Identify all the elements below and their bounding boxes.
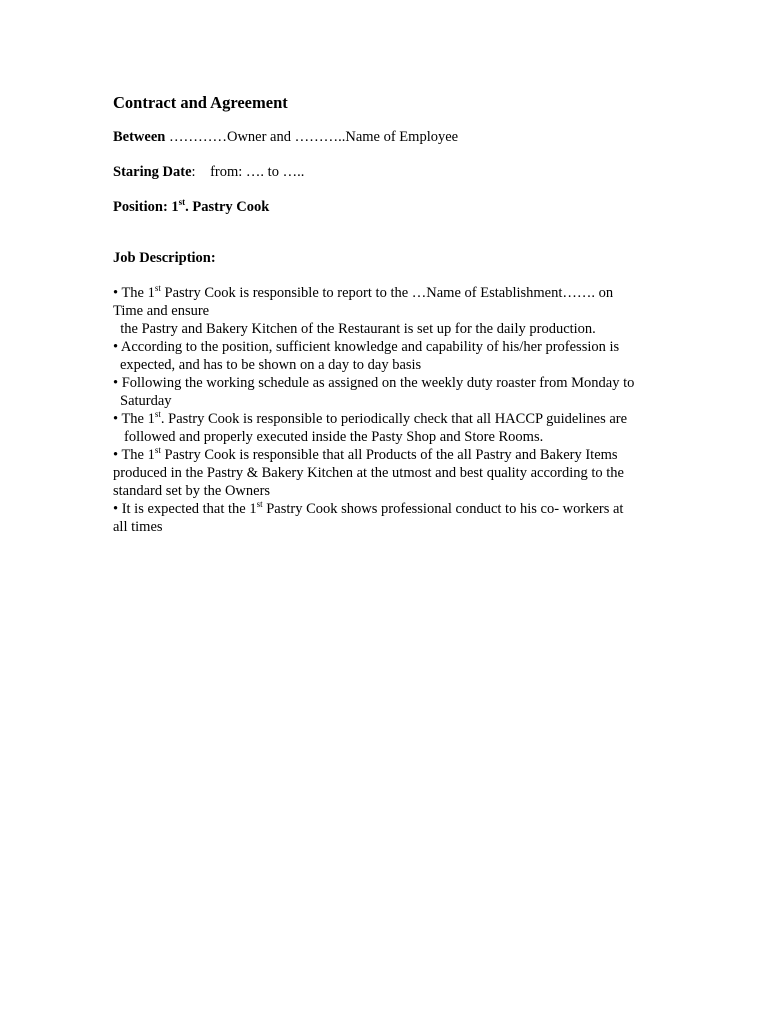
job-line-superscript: st <box>154 445 161 455</box>
job-line: • According to the position, sufficient knowledge and capability of his/her profession is <box>113 339 620 355</box>
document-title: Contract and Agreement <box>113 93 288 112</box>
between-text: …………Owner and ………..Name of Employee <box>165 129 459 145</box>
between-label: Between <box>113 129 166 145</box>
job-line-superscript: st <box>256 499 263 509</box>
job-line <box>113 500 673 518</box>
job-line-text: Pastry Cook is responsible that all Products of the all Pastry and Bakery Items <box>160 447 618 463</box>
document-body <box>113 92 673 536</box>
job-line-text: Pastry Cook shows professional conduct to his co- workers at <box>262 501 624 517</box>
job-line: Saturday <box>120 393 172 409</box>
job-line: • Following the working schedule as assigned on the weekly duty roaster from Monday to <box>113 375 635 391</box>
starting-date-text: : from: …. to ….. <box>191 164 305 180</box>
job-description-list <box>113 284 673 536</box>
position-label-suffix: . Pastry Cook <box>185 199 270 215</box>
position-line <box>113 198 673 216</box>
job-line-text: • The 1 <box>113 285 155 301</box>
job-line-text: . Pastry Cook is responsible to periodically check that all HACCP guidelines are <box>160 411 628 427</box>
job-line <box>113 284 673 302</box>
job-line-text: Pastry Cook is responsible to report to the …Name of Establishment……. on <box>160 285 614 301</box>
position-superscript: st <box>178 197 186 207</box>
job-line: expected, and has to be shown on a day to day basis <box>120 357 422 373</box>
between-line <box>113 128 673 146</box>
position-label-prefix: Position: 1 <box>113 199 179 215</box>
job-line: the Pastry and Bakery Kitchen of the Restaurant is set up for the daily production. <box>113 321 596 337</box>
starting-date-line <box>113 163 673 181</box>
job-line <box>113 410 673 428</box>
job-line-superscript: st <box>154 409 161 419</box>
job-description-heading: Job Description: <box>113 250 216 266</box>
job-line: Time and ensure <box>113 303 210 319</box>
job-line <box>113 446 673 464</box>
job-line-text: • The 1 <box>113 447 155 463</box>
job-line-text: • It is expected that the 1 <box>113 501 257 517</box>
starting-date-label: Staring Date <box>113 164 192 180</box>
job-line: all times <box>113 519 163 535</box>
job-line-text: • The 1 <box>113 411 155 427</box>
job-line: produced in the Pastry & Bakery Kitchen at the utmost and best quality according to the <box>113 465 624 481</box>
job-line-superscript: st <box>154 283 161 293</box>
job-line: standard set by the Owners <box>113 483 271 499</box>
job-line: followed and properly executed inside the Pasty Shop and Store Rooms. <box>124 429 544 445</box>
